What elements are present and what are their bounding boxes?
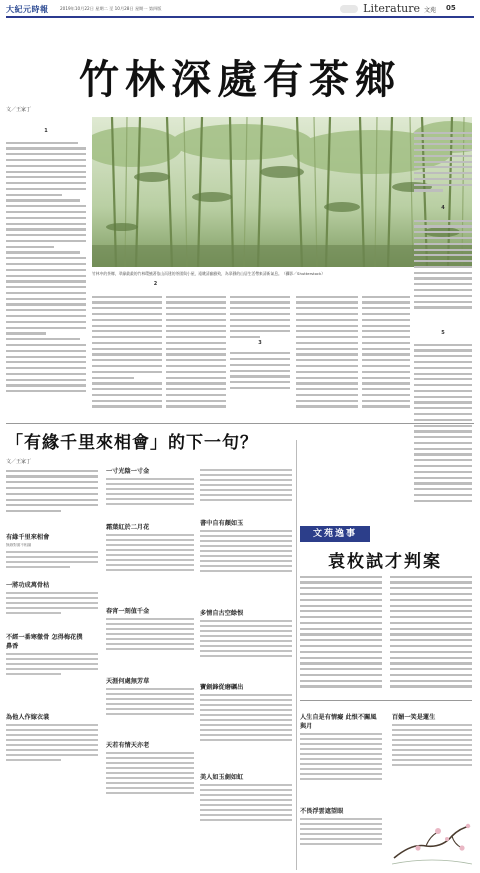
article-column-right-bottom: [414, 340, 472, 520]
poem-block-4: [6, 712, 98, 761]
section-name-en: Literature: [363, 2, 420, 15]
section-number-3: 3: [258, 340, 262, 346]
column-text-2: [390, 572, 472, 692]
poem-lines: [6, 724, 98, 761]
header-divider: [6, 16, 474, 18]
poem-heading: 美人如玉劍如虹: [200, 774, 244, 781]
plum-blossom-illustration: [392, 798, 472, 868]
poem-lines: [6, 551, 98, 568]
poem-block-2: [6, 580, 98, 614]
column-text-1: [300, 572, 382, 692]
column-title: 袁枚試才判案: [328, 552, 442, 572]
poem-block-9: [106, 740, 194, 794]
article-column-4: [230, 292, 290, 418]
poem-heading: 一寸光陰一寸金: [106, 468, 150, 475]
poem-block-16: [392, 712, 472, 766]
poem-block-10: [200, 518, 292, 572]
poem-block-15: [300, 806, 382, 845]
section-number-2: 2: [153, 281, 158, 287]
poem-lines: [200, 530, 292, 572]
poem-heading: 春宵一刻值千金: [106, 608, 150, 615]
poem-block-1: [6, 532, 98, 568]
poem-lines: [106, 478, 194, 505]
poem-lines: [106, 688, 194, 715]
poem-heading: 不畏浮雲遮望眼: [300, 808, 344, 815]
poem-lines: [300, 818, 382, 845]
article-column-2: [92, 292, 162, 418]
plum-blossom-icon: [392, 798, 472, 868]
poem-heading: 百媚一笑是蓮生: [392, 714, 436, 721]
poem-lines: [6, 592, 98, 614]
article-byline: 文／王家丁: [6, 107, 32, 113]
poem-block-7: [106, 606, 194, 650]
article-column-5: [296, 292, 358, 418]
section-number-1: 1: [44, 128, 48, 134]
poem-lines: [300, 733, 382, 780]
newspaper-logo: 大紀元時報: [6, 4, 49, 14]
masthead: [0, 0, 480, 30]
dateline: 2019年10月22日 星期二 至 10月28日 星期一 第四版: [60, 6, 162, 11]
poem-lines: [106, 752, 194, 794]
page-number: 05: [446, 4, 456, 12]
section-divider: [6, 423, 474, 424]
poem-block-14: [300, 712, 382, 780]
poem-lines: [200, 784, 292, 821]
poem-heading: 不經一番寒徹骨 怎得梅花撲鼻香: [6, 634, 83, 650]
feature-byline: 文／王家丁: [6, 459, 32, 465]
poem-lines: [6, 653, 98, 675]
poem-block-13: [200, 772, 292, 821]
photo-caption: 竹林中的茶鄉，翠綠叢叢的竹林環繞著依山而建的茶園與小屋，遠眺清幽雅致，為寧靜的山居生活帶來清新氣息。（攝影／Shutterstock）: [92, 271, 325, 276]
poem-heading: 人生自是有情癡 此恨不關風與月: [300, 714, 377, 730]
section-number-5: 5: [441, 330, 445, 336]
decorative-pill: [340, 5, 358, 13]
poem-lines: [106, 618, 194, 650]
poem-lines: [392, 724, 472, 766]
column-divider-h: [300, 700, 472, 701]
poem-block-3: [6, 632, 98, 675]
poem-heading: 多情自古空餘恨: [200, 610, 244, 617]
article-column-right-top: [414, 128, 472, 203]
poem-block-6: [106, 522, 194, 571]
section-name-zh: 文苑: [424, 7, 437, 14]
poem-lines: [200, 620, 292, 657]
poem-block-11: [200, 608, 292, 657]
article-column-3: [166, 292, 226, 418]
feature-intro: [6, 466, 98, 526]
feature-title: 「有緣千里來相會」的下一句？: [6, 433, 258, 453]
poem-block-12: [200, 682, 292, 741]
poem-subline: 無緣對面不相識: [6, 543, 32, 547]
poem-heading: 書中自有顏如玉: [200, 520, 244, 527]
poem-lines: [106, 534, 194, 571]
poem-heading: 一將功成萬骨枯: [6, 582, 50, 589]
poem-heading: 天若有情天亦老: [106, 742, 150, 749]
article-column-1: [6, 138, 86, 418]
poem-heading: 霜葉紅於二月花: [106, 524, 150, 531]
section-number-4: 4: [441, 205, 445, 211]
column-badge: 文苑逸事: [300, 526, 370, 542]
poem-heading: 天涯何處無芳草: [106, 678, 150, 685]
article-title: 竹林深處有茶鄉: [79, 56, 401, 103]
article-column-6: [362, 292, 410, 418]
article-column-right-mid: [414, 216, 472, 328]
column-divider: [296, 440, 297, 870]
poem-lines-group: [200, 466, 292, 501]
poem-lines: [200, 694, 292, 741]
poem-heading: 為他人作嫁衣裳: [6, 714, 50, 721]
poem-heading: 有緣千里來相會: [6, 534, 50, 541]
poem-lines: [200, 469, 292, 501]
poem-block-5: [106, 466, 194, 505]
poem-block-8: [106, 676, 194, 715]
poem-heading: 寶劍鋒從磨礪出: [200, 684, 244, 691]
